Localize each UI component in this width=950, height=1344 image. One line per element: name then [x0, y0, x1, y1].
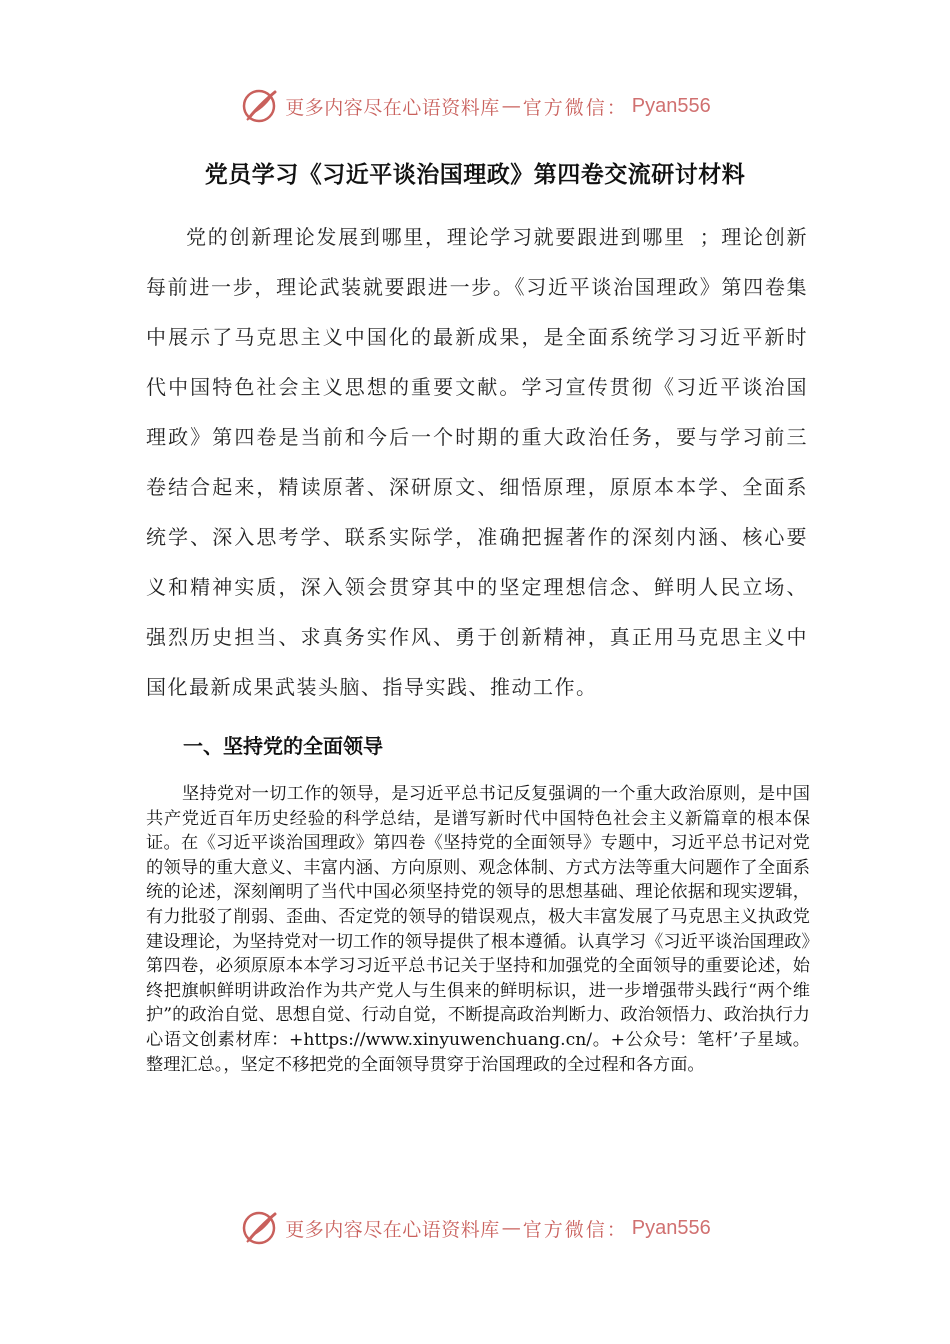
section-heading: 一、坚持党的全面领导: [183, 734, 383, 758]
watermark-wechat-label: 官方微信：: [522, 1218, 628, 1241]
watermark-dash: —: [501, 1217, 521, 1239]
document-title: 党员学习《习近平谈治国理政》第四卷交流研讨材料: [204, 162, 746, 188]
watermark-wechat-id: Pyan556: [631, 94, 711, 117]
quill-logo-icon: [239, 86, 279, 126]
intro-paragraph: 党的创新理论发展到哪里，理论学习就要跟进到哪里 ；理论创新每前进一步，理论武装就要跟进一步。《习近平谈治国理政》第四卷集中展示了马克思主义中国化的最新成果，是全面系统学习习近平新时代中国特色社会主义思想的重要文献。学习宣传贯彻《习近平谈治国理政》第四卷是当前和今后一个时期的重大政治任务，要与学习前三卷结合起来，精读原著、深研原文、细悟原理，原原本本学、全面系统学、深入思考学、联系实际学，准确把握著作的深刻内涵、核心要义和精神实质，深入领会贯穿其中的坚定理想信念、鲜明人民立场、强烈历史担当、求真务实作风、勇于创新精神，真正用马克思主义中国化最新成果武装头脑、指导实践、推动工作。: [146, 225, 808, 699]
watermark-title: 更多内容尽在心语资料库: [285, 96, 500, 119]
watermark-banner-top: [0, 84, 950, 128]
quill-logo-icon: [239, 1208, 279, 1248]
watermark-wechat-label: 官方微信：: [522, 96, 628, 119]
watermark-title: 更多内容尽在心语资料库: [285, 1218, 500, 1241]
watermark-dash: —: [501, 95, 521, 117]
section-body-paragraph: 坚持党对一切工作的领导，是习近平总书记反复强调的一个重大政治原则，是中国共产党近百年历史经验的科学总结，是谱写新时代中国特色社会主义新篇章的根本保证。在《习近平谈治国理政》第四卷《坚持党的全面领导》专题中，习近平总书记对党的领导的重大意义、丰富内涵、方向原则、观念体制、方式方法等重大问题作了全面系统的论述，深刻阐明了当代中国必须坚持党的领导的思想基础、理论依据和现实逻辑，有力批驳了削弱、歪曲、否定党的领导的错误观点，极大丰富发展了马克思主义执政党建设理论，为坚持党对一切工作的领导提供了根本遵循。认真学习《习近平谈治国理政》第四卷，必须原原本本学习习近平总书记关于坚持和加强党的全面领导的重要论述，始终把旗帜鲜明讲政治作为共产党人与生俱来的鲜明标识，进一步增强带头践行“两个维护”的政治自觉、思想自觉、行动自觉，不断提高政治判断力、政治领悟力、政治执行力心语文创素材库：+https://www.xinyuwenchuang.cn/。+公众号：笔杆’子星域。整理汇总。，坚定不移把党的全面领导贯穿于治国理政的全过程和各方面。: [146, 784, 810, 1075]
watermark-wechat-id: Pyan556: [631, 1216, 711, 1239]
watermark-banner-bottom: [0, 1206, 950, 1250]
